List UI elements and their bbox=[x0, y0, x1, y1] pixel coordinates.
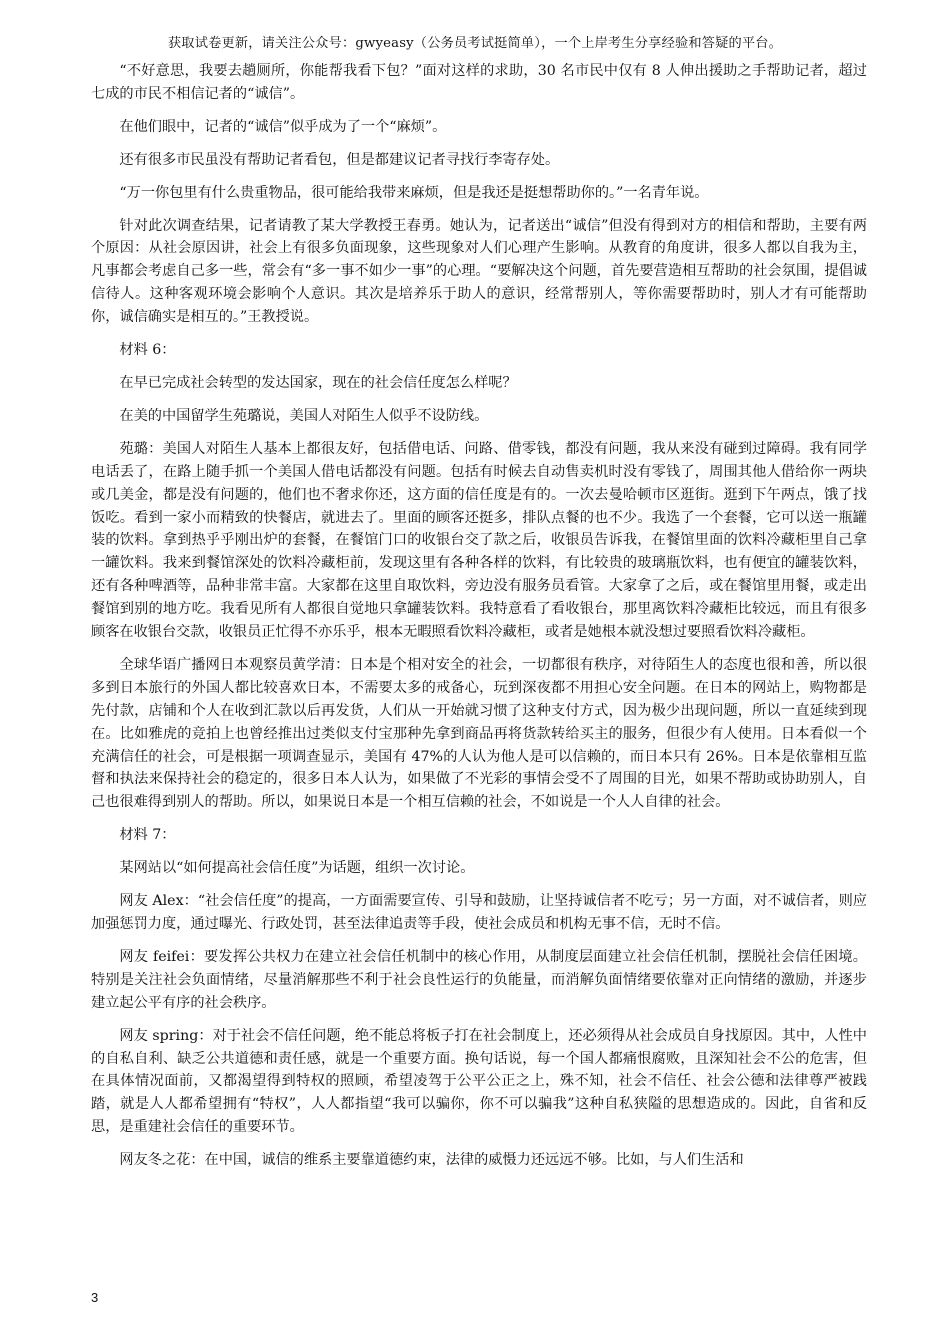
page-header-notice: 获取试卷更新，请关注公众号：gwyeasy（公务员考试挺简单），一个上岸考生分享经验和答疑的平台。 bbox=[167, 36, 783, 51]
material-heading: 材料 7： bbox=[119, 827, 176, 844]
material-heading: 材料 6： bbox=[119, 342, 176, 359]
paragraph: 在他们眼中，记者的“诚信”似乎成为了一个“麻烦”。 bbox=[119, 118, 447, 135]
paragraph: 网友 spring：对于社会不信任问题，绝不能总将板子打在社会制度上，还必须得从社会成员自身找原因。其中，人性中的自私自利、缺乏公共道德和责任感，就是一个重要方面。换句话说，每一个国人都痛恨腐败，且深知社会不公的危害，但在具体情况面前，又都渴望得到特权的照顾，希望凌驾于公平公正之上，殊不知，社会不信任、社会公德和法律尊严被践踏，就是人人都希望拥有“特权”，人人都指望“我可以骗你，你不可以骗我”这种自私狭隘的思想造成的。因此，自省和反思，是重建社会信任的重要环节。 bbox=[91, 1027, 867, 1136]
paragraph: 苑璐：美国人对陌生人基本上都很友好，包括借电话、问路、借零钱，都没有问题，我从来没有碰到过障碍。我有同学电话丢了，在路上随手抓一个美国人借电话都没有问题。包括有时候去自动售卖机时没有零钱了，周围其他人借给你一两块或几美金，都是没有问题的，他们也不奢求你还，这方面的信任度是有的。一次去曼哈顿市区逛街。逛到下午两点，饿了找饭吃。看到一家小而精致的快餐店，就进去了。里面的顾客还挺多，排队点餐的也不少。我选了一个套餐，它可以送一瓶罐装的饮料。拿到热乎乎刚出炉的套餐，在餐馆门口的收银台交了款之后，收银员告诉我，在餐馆里面的饮料冷藏柜里自己拿一罐饮料。我来到餐馆深处的饮料冷藏柜前，发现这里有各种各样的饮料，有比较贵的玻璃瓶饮料，也有便宜的罐装饮料，还有各种啤酒等，品种非常丰富。大家都在这里自取饮料，旁边没有服务员看管。大家拿了之后，或在餐馆里用餐，或走出餐馆到别的地方吃。我看见所有人都很自觉地只拿罐装饮料。我特意看了看收银台，那里离饮料冷藏柜比较远，而且有很多顾客在收银台交款，收银员正忙得不亦乐乎，根本无暇照看饮料冷藏柜，或者是她根本就没想过要照看饮料冷藏柜。 bbox=[91, 440, 867, 641]
document-body bbox=[91, 60, 867, 1182]
paragraph: “不好意思，我要去趟厕所，你能帮我看下包？”面对这样的求助，30 名市民中仅有 8 人伸出援助之手帮助记者，超过七成的市民不相信记者的“诚信”。 bbox=[91, 63, 867, 102]
paragraph: 在早已完成社会转型的发达国家，现在的社会信任度怎么样呢？ bbox=[119, 374, 517, 391]
paragraph: 某网站以“如何提高社会信任度”为话题，组织一次讨论。 bbox=[119, 860, 475, 877]
paragraph: 网友 Alex：“社会信任度”的提高，一方面需要宣传、引导和鼓励，让坚持诚信者不吃亏；另一方面，对不诚信者，则应加强惩罚力度，通过曝光、行政处罚，甚至法律追责等手段，使社会成员和机构无事不信，无时不信。 bbox=[91, 893, 867, 932]
paragraph: 针对此次调查结果，记者请教了某大学教授王春勇。她认为，记者送出“诚信”但没有得到对方的相信和帮助，主要有两个原因：从社会原因讲，社会上有很多负面现象，这些现象对人们心理产生影响。从教育的角度讲，很多人都以自我为主，凡事都会考虑自己多一些，常会有“多一事不如少一事”的心理。“要解决这个问题，首先要营造相互帮助的社会氛围，提倡诚信待人。这种客观环境会影响个人意识。其次是培养乐于助人的意识，经常帮别人，等你需要帮助时，别人才有可能帮助你，诚信确实是相互的。”王教授说。 bbox=[91, 217, 867, 326]
paragraph: 网友冬之花：在中国，诚信的维系主要靠道德约束，法律的威慑力还远远不够。比如，与人们生活和 bbox=[119, 1152, 744, 1169]
paragraph: “万一你包里有什么贵重物品，很可能给我带来麻烦，但是我还是挺想帮助你的。”一名青年说。 bbox=[119, 184, 709, 201]
paragraph: 在美的中国留学生苑璐说，美国人对陌生人似乎不设防线。 bbox=[119, 407, 489, 424]
page-number: 3 bbox=[91, 1290, 99, 1305]
paragraph: 全球华语广播网日本观察员黄学清：日本是个相对安全的社会，一切都很有秩序，对待陌生人的态度也很和善，所以很多到日本旅行的外国人都比较喜欢日本，不需要太多的戒备心，玩到深夜都不用担心安全问题。在日本的网站上，购物都是先付款，店铺和个人在收到汇款以后再发货，人们从一开始就习惯了这种支付方式，因为极少出现问题，所以一直延续到现在。比如雅虎的竞拍上也曾经推出过类似支付宝那种先拿到商品再将货款转给买主的服务，但很少有人使用。日本看似一个充满信任的社会，可是根据一项调查显示，美国有 47%的人认为他人是可以信赖的，而日本只有 26%。日本是依靠相互监督和执法来保持社会的稳定的，很多日本人认为，如果做了不光彩的事情会受不了周围的目光，如果不帮助或协助别人，自己也很难得到别人的帮助。所以，如果说日本是一个相互信赖的社会，不如说是一个人人自律的社会。 bbox=[91, 656, 867, 811]
paragraph: 网友 feifei：要发挥公共权力在建立社会信任机制中的核心作用，从制度层面建立社会信任机制，摆脱社会信任困境。特别是关注社会负面情绪，尽量消解那些不利于社会良性运行的负能量，而消解负面情绪要依靠对正向情绪的激励，并逐步建立起公平有序的社会秩序。 bbox=[91, 948, 867, 1011]
paragraph: 还有很多市民虽没有帮助记者看包，但是都建议记者寻找行李寄存处。 bbox=[119, 151, 560, 168]
